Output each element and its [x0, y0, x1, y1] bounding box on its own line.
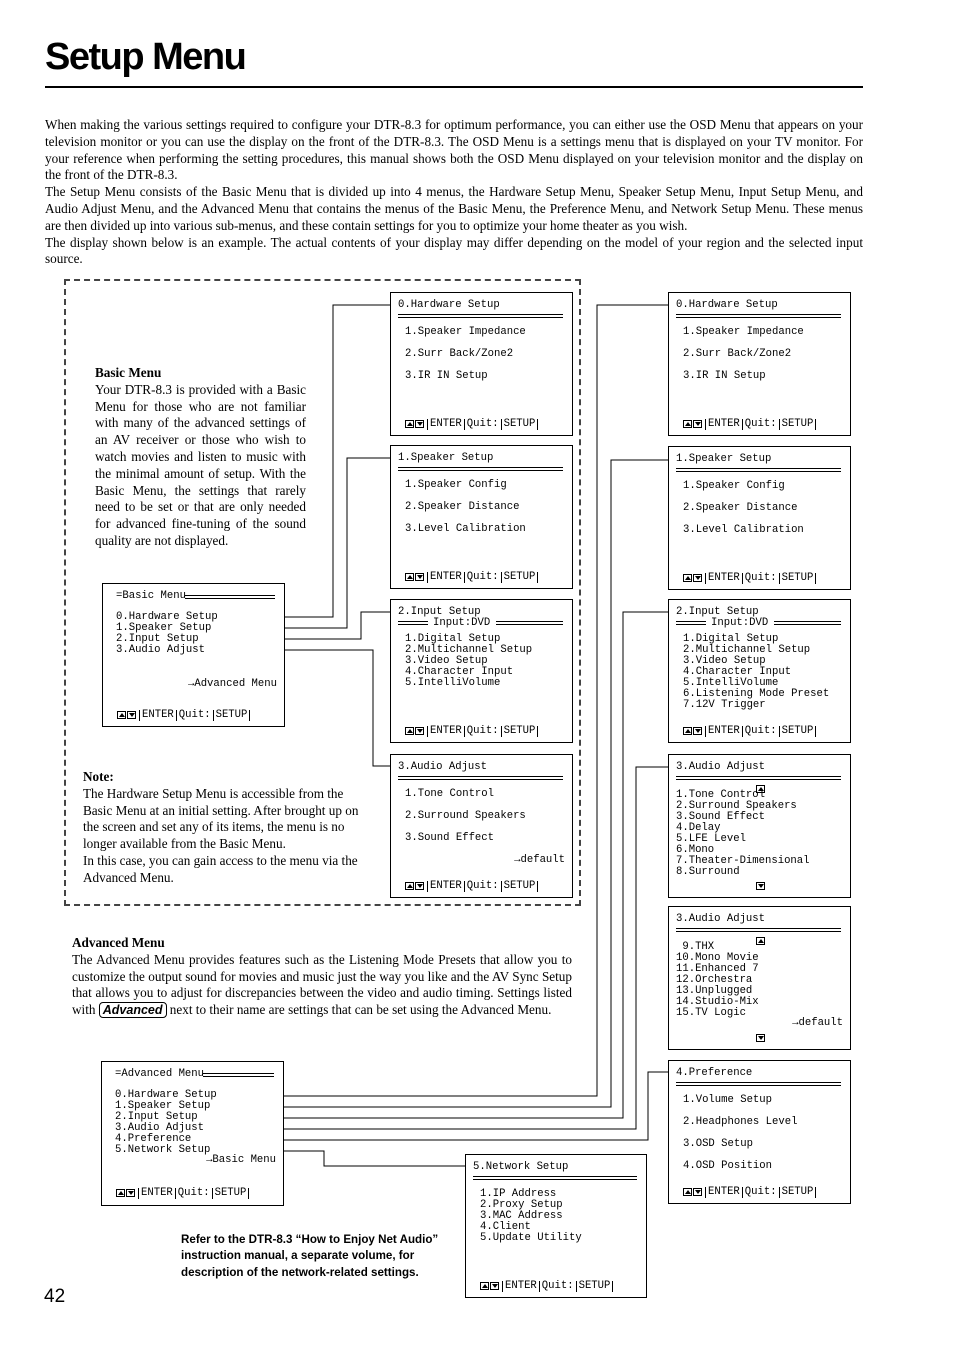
separator	[815, 419, 816, 430]
footer-key-label: ENTER	[708, 418, 740, 430]
separator	[464, 572, 465, 583]
basic-menu-body: Your DTR-8.3 is provided with a Basic Menu for those who are not familiar with many of the advanced settings of an AV receiver or those who wish to watch movies and listen to music with the minimal amount of setup. With the Basic Menu, the settings that rarely need to be set or that are only needed for advanced fine-tuning of the sound quality are not displayed.	[95, 381, 306, 548]
separator	[248, 1188, 249, 1199]
separator	[779, 1187, 780, 1198]
menu-item[interactable]: 8.Surround	[676, 866, 740, 878]
up-arrow-icon	[405, 420, 414, 428]
down-arrow-icon	[693, 574, 702, 582]
menu-item[interactable]: 6.Listening Mode Preset	[683, 688, 830, 700]
menu-title: =Advanced Menu	[115, 1068, 205, 1080]
separator	[138, 1188, 139, 1199]
menu-item[interactable]: 0.Hardware Setup	[116, 611, 218, 623]
menu-footer	[405, 571, 540, 583]
menu-item[interactable]: 3.Audio Adjust	[115, 1122, 205, 1134]
menu-item[interactable]: 1.Digital Setup	[683, 633, 779, 645]
menu-item[interactable]: 3.Sound Effect	[676, 811, 766, 823]
menu-item[interactable]: 2.Speaker Distance	[405, 501, 520, 513]
separator	[539, 1281, 540, 1292]
separator	[501, 572, 502, 583]
menu-link[interactable]: →Basic Menu	[206, 1154, 276, 1166]
menu-item[interactable]: 2.Input Setup	[115, 1111, 198, 1123]
menu-item[interactable]: 14.Studio-Mix	[676, 996, 759, 1008]
down-arrow-icon	[415, 882, 424, 890]
footer-key-label: Quit:	[744, 725, 777, 737]
menu-title: 5.Network Setup	[473, 1161, 569, 1173]
advanced-menu-heading: Advanced Menu	[72, 935, 165, 950]
osd-menu-b-input	[390, 599, 573, 743]
separator	[213, 710, 214, 721]
menu-title: 3.Audio Adjust	[398, 761, 488, 773]
menu-item[interactable]: 1.Speaker Setup	[116, 622, 212, 634]
footer-key-label: SETUP	[215, 709, 248, 721]
down-arrow-icon	[693, 1188, 702, 1196]
up-arrow-icon	[683, 727, 692, 735]
title-underline	[398, 621, 428, 625]
menu-item[interactable]: 2.Surr Back/Zone2	[683, 348, 792, 360]
footer-key-label: SETUP	[578, 1280, 611, 1292]
note-heading: Note:	[83, 769, 114, 784]
footer-key-label: Quit:	[466, 418, 499, 430]
network-reference-note: Refer to the DTR-8.3 “How to Enjoy Net Audio” instruction manual, a separate volume, for description of the network-related settings.	[181, 1233, 439, 1279]
osd-menu-a-network	[465, 1154, 647, 1298]
up-arrow-icon	[683, 574, 692, 582]
menu-footer	[683, 418, 818, 430]
intro-paragraph: The display shown below is an example. The actual contents of your display may differ depending on the model of your region and the selected input source.	[45, 234, 863, 267]
footer-key-label: Quit:	[541, 1280, 574, 1292]
menu-footer	[683, 572, 818, 584]
down-arrow-icon	[415, 573, 424, 581]
menu-item[interactable]: 1.Speaker Config	[405, 479, 507, 491]
separator	[537, 572, 538, 583]
menu-title: 0.Hardware Setup	[676, 299, 778, 311]
down-arrow-icon	[693, 420, 702, 428]
separator	[537, 419, 538, 430]
footer-key-label: ENTER	[708, 1186, 740, 1198]
separator	[427, 881, 428, 892]
menu-item[interactable]: 11.Enhanced 7	[676, 963, 759, 975]
menu-footer	[117, 709, 252, 721]
separator	[815, 1187, 816, 1198]
intro-paragraph: The Setup Menu consists of the Basic Menu that is divided up into 4 menus, the Hardware Setup Menu, Speaker Setup Menu, Input Setup Menu, and Audio Adjust Menu, and the Advanced Menu that contains the menus of the Basic Menu, the Preference Menu, and Network Setup Menu. These menus are then divided up into various sub-menus, and these contain settings for you to optimize your home theater as you wish.	[45, 184, 863, 233]
menu-item[interactable]: 1.Speaker Impedance	[405, 326, 526, 338]
menu-title: 0.Hardware Setup	[398, 299, 500, 311]
footer-key-label: Quit:	[466, 571, 499, 583]
separator	[705, 726, 706, 737]
menu-title: 2.Input Setup	[676, 606, 759, 618]
separator	[501, 419, 502, 430]
menu-item[interactable]: 15.TV Logic	[676, 1007, 746, 1019]
osd-menu-a-audio2	[668, 906, 851, 1050]
menu-title: 1.Speaker Setup	[398, 452, 494, 464]
down-arrow-icon	[693, 727, 702, 735]
osd-menu-basic-menu	[102, 583, 285, 727]
separator	[427, 726, 428, 737]
footer-key-label: SETUP	[503, 725, 536, 737]
footer-key-label: ENTER	[141, 1187, 173, 1199]
down-arrow-icon	[126, 1189, 135, 1197]
title-rule	[45, 86, 863, 88]
menu-link[interactable]: →Advanced Menu	[187, 678, 277, 690]
footer-key-label: ENTER	[142, 709, 174, 721]
separator	[705, 419, 706, 430]
menu-item[interactable]: 4.Client	[480, 1221, 531, 1233]
menu-item[interactable]: 13.Unplugged	[676, 985, 753, 997]
separator	[212, 1188, 213, 1199]
menu-item[interactable]: 1.Volume Setup	[683, 1094, 773, 1106]
menu-item[interactable]: 4.Delay	[676, 822, 721, 834]
separator	[742, 573, 743, 584]
footer-key-label: Quit:	[744, 1186, 777, 1198]
title-underline	[676, 621, 706, 625]
separator	[501, 726, 502, 737]
menu-title: 3.Audio Adjust	[676, 761, 766, 773]
menu-item[interactable]: 3.MAC Address	[480, 1210, 563, 1222]
menu-item[interactable]: 1.Speaker Setup	[115, 1100, 211, 1112]
footer-key-label: ENTER	[430, 880, 462, 892]
menu-item[interactable]: 0.Hardware Setup	[115, 1089, 217, 1101]
menu-item[interactable]: 2.Input Setup	[116, 633, 199, 645]
advanced-menu-description	[72, 935, 572, 1019]
menu-footer	[116, 1187, 251, 1199]
up-arrow-icon	[116, 1189, 125, 1197]
menu-item[interactable]: 1.Speaker Config	[683, 480, 785, 492]
menu-item[interactable]: 6.Mono	[676, 844, 715, 856]
footer-key-label: Quit:	[466, 725, 499, 737]
footer-key-label: ENTER	[708, 725, 740, 737]
separator	[705, 573, 706, 584]
menu-item[interactable]: 1.IP Address	[480, 1188, 557, 1200]
menu-item[interactable]: 4.Character Input	[405, 666, 514, 678]
title-underline	[676, 468, 841, 472]
down-arrow-icon	[490, 1282, 499, 1290]
scroll-down-icon	[756, 882, 765, 890]
separator	[139, 710, 140, 721]
up-arrow-icon	[117, 711, 126, 719]
osd-menu-b-hardware	[390, 292, 573, 436]
menu-item[interactable]: 1.Digital Setup	[405, 633, 501, 645]
menu-item[interactable]: 3.Video Setup	[683, 655, 766, 667]
menu-item[interactable]: 3.IR IN Setup	[683, 370, 766, 382]
separator	[779, 573, 780, 584]
basic-menu-description	[95, 365, 306, 550]
title-underline	[676, 928, 841, 932]
menu-title: =Basic Menu	[116, 590, 186, 602]
osd-menu-a-hardware	[668, 292, 851, 436]
menu-item[interactable]: 1.Speaker Impedance	[683, 326, 804, 338]
menu-link[interactable]: →default	[792, 1017, 843, 1029]
menu-footer	[405, 418, 540, 430]
title-underline	[398, 467, 563, 471]
separator	[705, 1187, 706, 1198]
osd-menu-b-audio	[390, 754, 573, 898]
menu-item[interactable]: 3.Video Setup	[405, 655, 488, 667]
osd-menu-a-audio1	[668, 754, 851, 898]
separator	[502, 1281, 503, 1292]
osd-menu-a-preference	[668, 1060, 851, 1204]
separator	[815, 573, 816, 584]
menu-link[interactable]: →default	[514, 854, 565, 866]
menu-item[interactable]: 5.LFE Level	[676, 833, 746, 845]
separator	[742, 1187, 743, 1198]
title-underline	[676, 776, 841, 780]
title-underline	[398, 314, 563, 318]
intro-text	[45, 117, 863, 268]
menu-footer	[405, 725, 540, 737]
footer-key-label: Quit:	[744, 572, 777, 584]
title-underline	[676, 1082, 841, 1086]
note-body: The Hardware Setup Menu is accessible from the Basic Menu at an initial setting. After brought up on the screen and set any of its items, the menu is no longer available from the Basic Menu.	[83, 785, 359, 852]
menu-item[interactable]: 12.Orchestra	[676, 974, 753, 986]
note-body: In this case, you can gain access to the menu via the Advanced Menu.	[83, 852, 358, 885]
intro-paragraph: When making the various settings required to configure your DTR-8.3 for optimum performance, you can either use the OSD Menu that appears on your television monitor or you can use the display on the front of the DTR-8.3. The OSD Menu is a settings menu that is displayed on your TV monitor. For your reference when performing the setting procedures, this manual shows both the OSD Menu displayed on your television monitor and the display on the front of the DTR-8.3.	[45, 117, 863, 183]
note	[83, 769, 368, 887]
menu-title: 1.Speaker Setup	[676, 453, 772, 465]
menu-item[interactable]: 4.Character Input	[683, 666, 792, 678]
menu-footer	[405, 880, 540, 892]
footer-key-label: SETUP	[781, 572, 814, 584]
separator	[742, 419, 743, 430]
menu-item[interactable]: 3.Level Calibration	[405, 523, 526, 535]
separator	[464, 881, 465, 892]
menu-item[interactable]: 1.Tone Control	[405, 788, 495, 800]
separator	[537, 726, 538, 737]
up-arrow-icon	[405, 882, 414, 890]
up-arrow-icon	[480, 1282, 489, 1290]
separator	[742, 726, 743, 737]
menu-item[interactable]: 2.Surr Back/Zone2	[405, 348, 514, 360]
menu-item[interactable]: 2.Surround Speakers	[405, 810, 526, 822]
separator	[779, 726, 780, 737]
menu-item[interactable]: 2.Speaker Distance	[683, 502, 798, 514]
menu-footer	[480, 1280, 615, 1292]
separator	[464, 726, 465, 737]
menu-item[interactable]: 2.Surround Speakers	[676, 800, 797, 812]
up-arrow-icon	[405, 573, 414, 581]
menu-item[interactable]: 3.IR IN Setup	[405, 370, 488, 382]
down-arrow-icon	[415, 420, 424, 428]
menu-item[interactable]: 4.OSD Position	[683, 1160, 773, 1172]
page-title: Setup Menu	[45, 36, 246, 78]
menu-item[interactable]: 3.Sound Effect	[405, 832, 495, 844]
up-arrow-icon	[405, 727, 414, 735]
separator	[464, 419, 465, 430]
menu-item[interactable]: 3.OSD Setup	[683, 1138, 753, 1150]
menu-item[interactable]: 2.Multichannel Setup	[683, 644, 811, 656]
down-arrow-icon	[127, 711, 136, 719]
footer-key-label: ENTER	[505, 1280, 537, 1292]
title-underline	[398, 776, 563, 780]
osd-menu-a-input	[668, 599, 851, 743]
page-number: 42	[44, 1286, 66, 1307]
title-underline	[496, 621, 563, 625]
advanced-menu-body: The Advanced Menu provides features such as the Listening Mode Presets that allow you to customize the output sound for movies and music just the way you like and the AV Sync Setup that allows you to adjust for discrepancies between the video and audio timing. Settings listed with Advanced next to their name are settings that can be set using the Advanced Menu.	[72, 951, 572, 1018]
osd-menu-b-speaker	[390, 445, 573, 589]
footer-key-label: ENTER	[430, 418, 462, 430]
separator	[612, 1281, 613, 1292]
footer-key-label: SETUP	[781, 725, 814, 737]
menu-title: 2.Input Setup	[398, 606, 481, 618]
separator	[537, 881, 538, 892]
title-underline	[203, 1073, 274, 1077]
menu-item[interactable]: 3.Audio Adjust	[116, 644, 206, 656]
input-source-label: Input:DVD	[433, 617, 491, 629]
menu-title: 4.Preference	[676, 1067, 753, 1079]
menu-item[interactable]: 5.IntelliVolume	[683, 677, 779, 689]
title-underline	[473, 1176, 637, 1180]
separator	[176, 710, 177, 721]
menu-title: 3.Audio Adjust	[676, 913, 766, 925]
up-arrow-icon	[683, 1188, 692, 1196]
separator	[815, 726, 816, 737]
separator	[576, 1281, 577, 1292]
separator	[779, 419, 780, 430]
up-arrow-icon	[683, 420, 692, 428]
scroll-up-icon	[756, 937, 765, 945]
footer-key-label: SETUP	[503, 880, 536, 892]
footer-key-label: ENTER	[708, 572, 740, 584]
footer-key-label: SETUP	[781, 1186, 814, 1198]
footer-key-label: ENTER	[430, 725, 462, 737]
input-source-label: Input:DVD	[711, 617, 769, 629]
advanced-badge: Advanced	[99, 1002, 167, 1018]
menu-item[interactable]: 5.Network Setup	[115, 1144, 211, 1156]
footer-key-label: SETUP	[781, 418, 814, 430]
footer-key-label: SETUP	[503, 418, 536, 430]
footer-key-label: Quit:	[178, 709, 211, 721]
footer-key-label: SETUP	[503, 571, 536, 583]
menu-item[interactable]: 5.Update Utility	[480, 1232, 582, 1244]
down-arrow-icon	[415, 727, 424, 735]
footer-key-label: Quit:	[744, 418, 777, 430]
title-underline	[185, 595, 275, 599]
basic-menu-heading: Basic Menu	[95, 365, 162, 380]
menu-item[interactable]: 7.12V Trigger	[683, 699, 766, 711]
menu-item[interactable]: 2.Multichannel Setup	[405, 644, 533, 656]
menu-item[interactable]: 10.Mono Movie	[676, 952, 759, 964]
menu-item[interactable]: 5.IntelliVolume	[405, 677, 501, 689]
footer-key-label: Quit:	[466, 880, 499, 892]
scroll-down-icon	[756, 1034, 765, 1042]
menu-footer	[683, 1186, 818, 1198]
osd-menu-a-speaker	[668, 446, 851, 590]
menu-item[interactable]: 9.THX	[676, 941, 715, 953]
menu-item[interactable]: 7.Theater-Dimensional	[676, 855, 810, 867]
menu-item[interactable]: 3.Level Calibration	[683, 524, 804, 536]
menu-item[interactable]: 1.Tone Control	[676, 789, 766, 801]
footer-key-label: ENTER	[430, 571, 462, 583]
menu-footer	[683, 725, 818, 737]
separator	[501, 881, 502, 892]
separator	[249, 710, 250, 721]
footer-key-label: Quit:	[177, 1187, 210, 1199]
separator	[175, 1188, 176, 1199]
menu-item[interactable]: 2.Headphones Level	[683, 1116, 798, 1128]
title-underline	[676, 314, 841, 318]
menu-item[interactable]: 2.Proxy Setup	[480, 1199, 563, 1211]
separator	[427, 572, 428, 583]
separator	[427, 419, 428, 430]
osd-menu-advanced-menu	[101, 1061, 284, 1206]
title-underline	[774, 621, 841, 625]
menu-item[interactable]: 4.Preference	[115, 1133, 192, 1145]
footer-key-label: SETUP	[214, 1187, 247, 1199]
